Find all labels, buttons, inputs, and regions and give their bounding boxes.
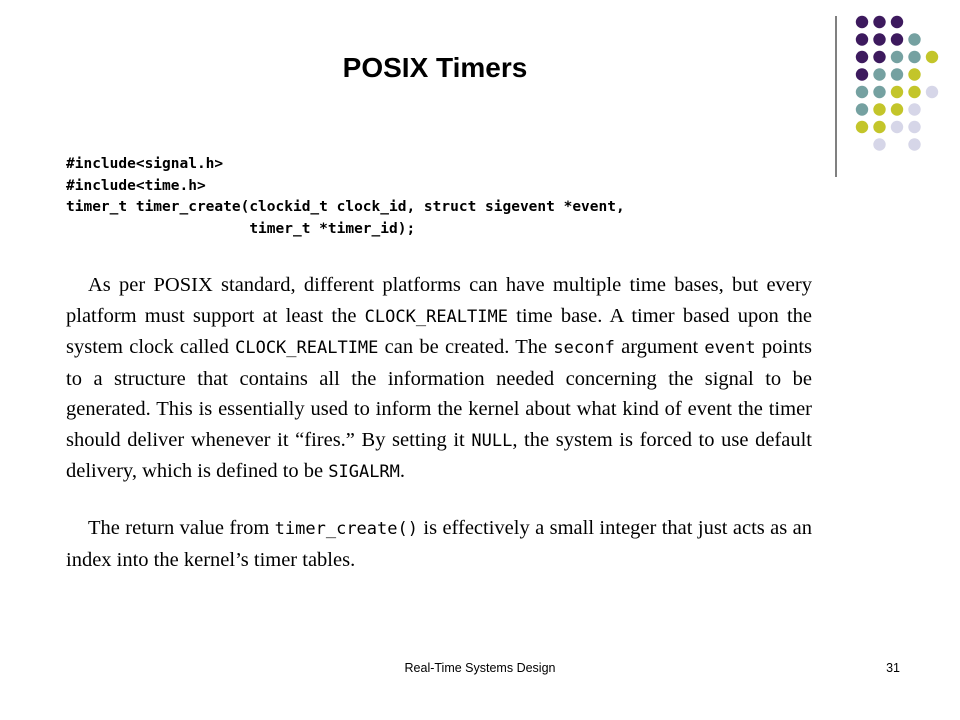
decor-dot [908,121,920,133]
decor-dot [856,103,868,115]
decor-dot [856,86,868,98]
decor-dot [856,33,868,45]
decor-dot [891,51,903,63]
decor-dot [891,103,903,115]
decor-dot [873,33,885,45]
text-segment: argument [614,336,705,358]
text-segment: The return value from [88,517,275,539]
text-segment: As per POSIX standard, different platforms can have multiple time bases, but every platform must support at least the [66,274,812,327]
code-line: timer_t timer_create(clockid_t clock_id, struct sigevent *event, [66,199,625,215]
decor-dot [908,138,920,150]
code-term: timer_create() [274,519,418,539]
decor-dot [908,51,920,63]
decor-dot [873,86,885,98]
decor-dot [891,68,903,80]
decor-dot [873,138,885,150]
code-term: CLOCK_REALTIME [235,338,379,358]
decor-dot [926,86,938,98]
decor-dot [856,16,868,28]
code-term: CLOCK_REALTIME [364,306,508,327]
decor-dot [873,51,885,63]
decor-dot [908,86,920,98]
code-term: seconf [553,338,615,358]
decor-dot [908,33,920,45]
decor-dot [873,103,885,115]
decor-dot [873,68,885,80]
slide-number: 31 [886,661,900,675]
decor-dot [873,121,885,133]
code-block [66,154,625,240]
decor-dot [891,121,903,133]
decor-dot [856,121,868,133]
code-line: #include<time.h> [66,177,206,194]
code-term: NULL [471,430,513,451]
code-line: #include<signal.h> [66,156,224,172]
text-segment: , the system is forced to use default delivery, which is defined to be [66,428,812,482]
text-segment: can be created. The [378,336,554,358]
decor-dot [891,86,903,98]
text-segment: time base. A timer based upon the system clock called [66,304,812,358]
text-segment: points to a structure that contains all the information needed concerning the signal to be generated. This is essentially used to inform the kernel about what kind of event the timer should deliver whenever it “fires.” By setting it [66,336,813,451]
decor-dot [908,68,920,80]
slide-title: POSIX Timers [342,52,528,83]
text-segment: . [399,460,406,482]
code-line: timer_t *timer_id); [66,220,416,237]
footer-course-title: Real-Time Systems Design [404,661,556,675]
decor-dot [908,103,920,115]
decor-dot [873,16,885,28]
decor-dot [891,33,903,45]
decor-dot [926,51,938,63]
decor-dot [891,16,903,28]
code-term: event [704,338,756,358]
body-paragraph-1 [66,270,812,488]
code-term: SIGALRM [328,462,400,482]
body-paragraph-2 [66,513,812,575]
text-segment: is effectively a small integer that just acts as an index into the kernel’s timer tables. [66,517,812,571]
